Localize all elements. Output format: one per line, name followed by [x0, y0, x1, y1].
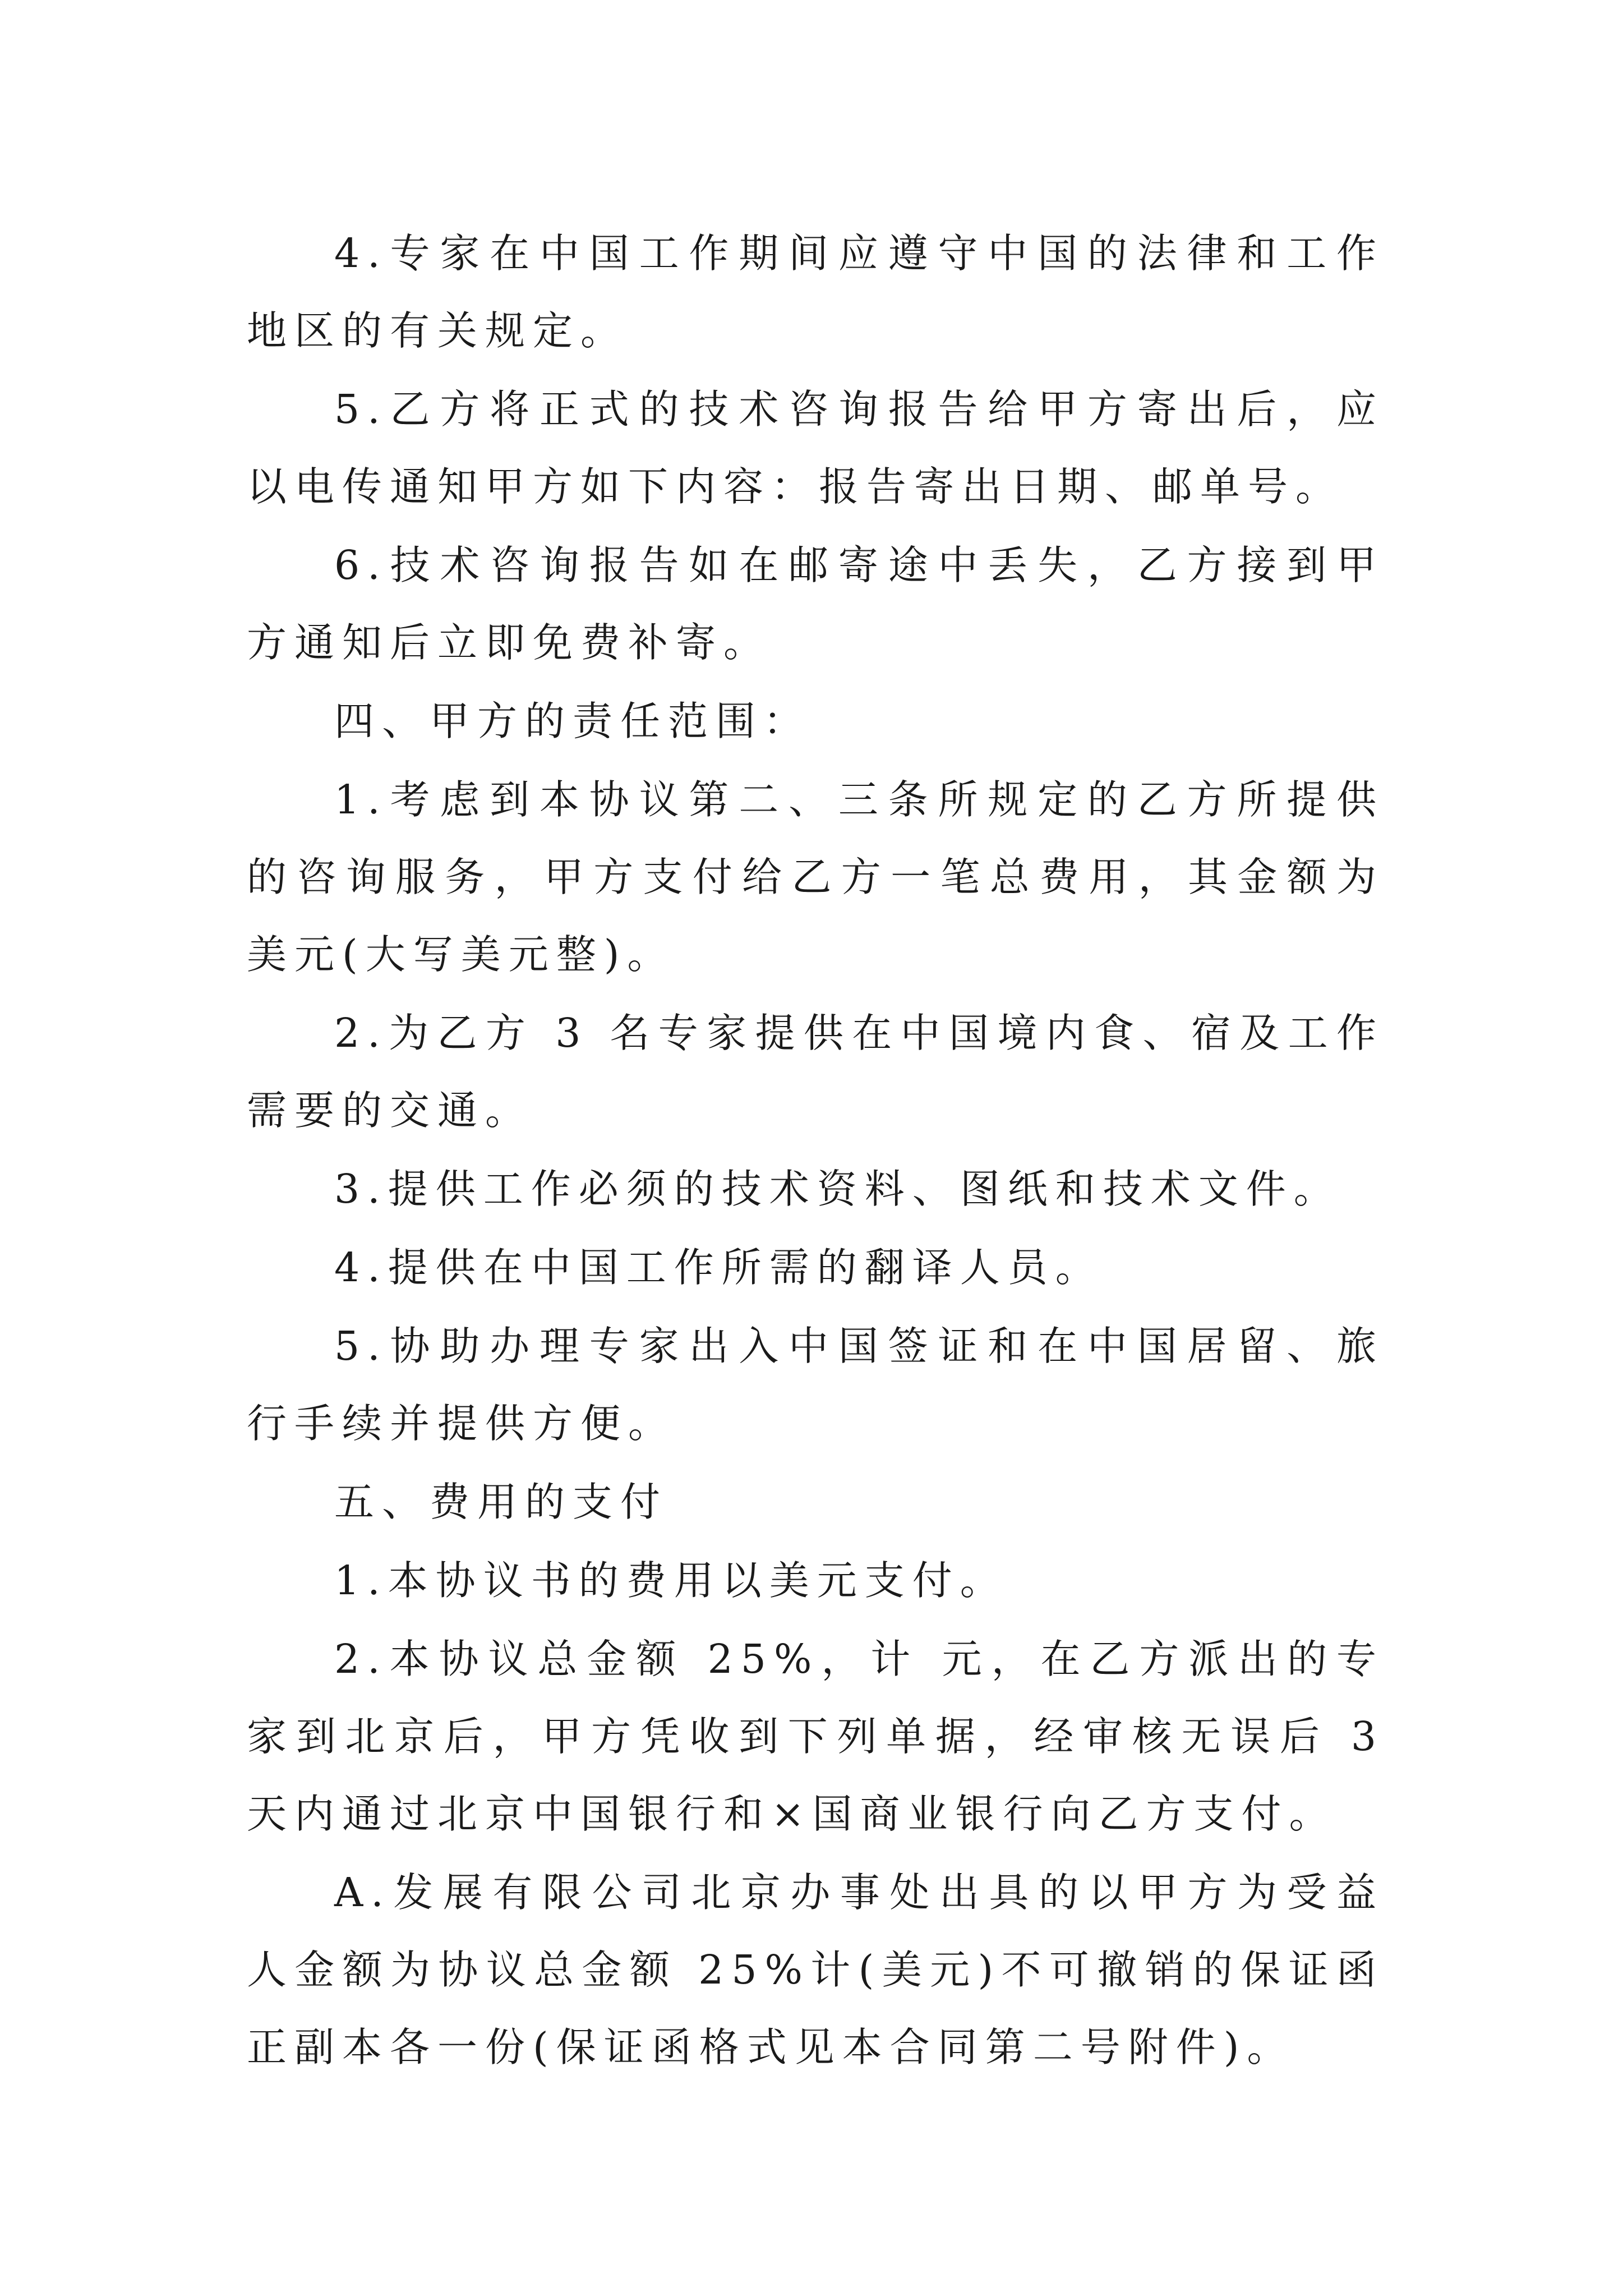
- clause-5-2-first-payment: 2.本协议总金额 25%，计 元，在乙方派出的专家到北京后，甲方凭收到下列单据，经审核无误后 3 天内通过北京中国银行和×国商业银行向乙方支付。: [247, 1636, 1405, 1837]
- clause-5-2-a-guarantee-letter: A.发展有限公司北京办事处出具的以甲方为受益人金额为协议总金额 25%计(美元)不可撤销的保证函正副本各一份(保证函格式见本合同第二号附件)。: [247, 1869, 1384, 2070]
- clause-4-3-technical-materials: 3.提供工作必须的技术资料、图纸和技术文件。: [334, 1166, 1341, 1212]
- clause-3-6-lost-report-resend: 6.技术咨询报告如在邮寄途中丢失，乙方接到甲方通知后立即免费补寄。: [247, 542, 1384, 666]
- clause-5-1-currency: 1.本协议书的费用以美元支付。: [334, 1557, 1008, 1604]
- section-5-heading: 五、费用的支付: [334, 1479, 668, 1525]
- clause-3-5-report-notification: 5.乙方将正式的技术咨询报告给甲方寄出后，应以电传通知甲方如下内容：报告寄出日期、邮单号。: [247, 386, 1384, 510]
- clause-4-5-visa-assistance: 5.协助办理专家出入中国签证和在中国居留、旅行手续并提供方便。: [247, 1323, 1384, 1447]
- clause-3-4-expert-compliance: 4.专家在中国工作期间应遵守中国的法律和工作地区的有关规定。: [247, 230, 1384, 354]
- clause-4-2-board-lodging: 2.为乙方 3 名专家提供在中国境内食、宿及工作需要的交通。: [247, 1010, 1384, 1134]
- document-body: [247, 215, 1405, 2087]
- clause-4-4-translators: 4.提供在中国工作所需的翻译人员。: [334, 1244, 1103, 1291]
- clause-4-1-total-fee: 1.考虑到本协议第二、三条所规定的乙方所提供的咨询服务，甲方支付给乙方一笔总费用，其金额为 美元(大写美元整)。: [247, 776, 1405, 978]
- section-4-heading: 四、甲方的责任范围：: [334, 698, 811, 744]
